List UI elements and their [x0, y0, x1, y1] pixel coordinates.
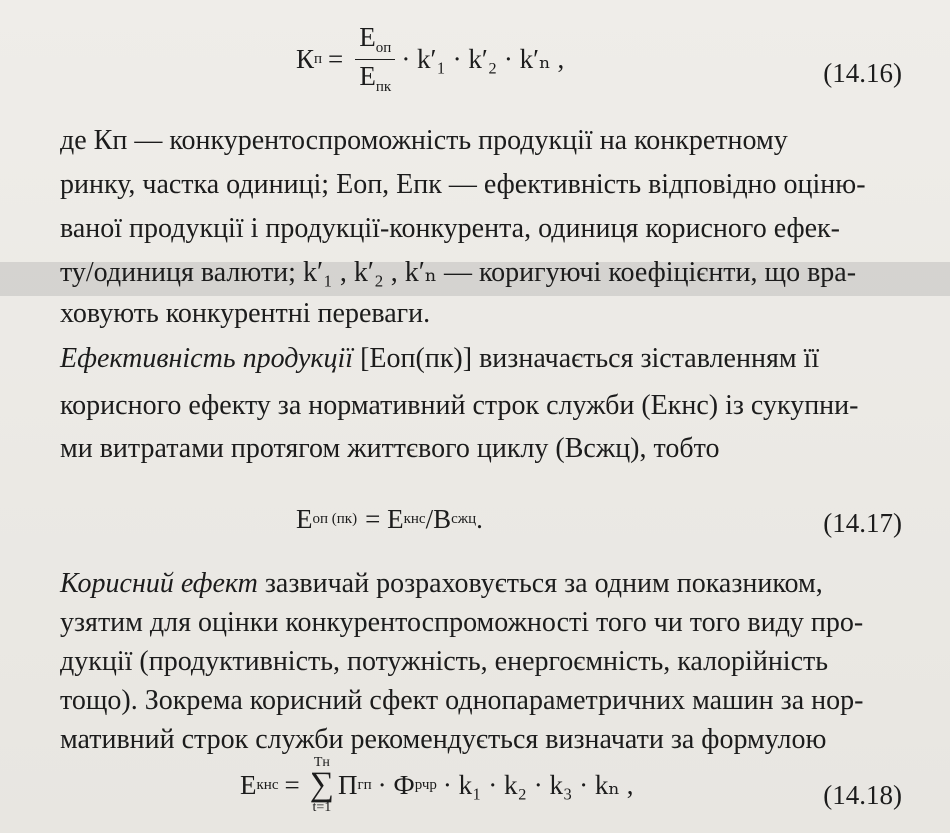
num-main: Е: [359, 22, 376, 52]
formula-mid: = Е: [365, 504, 404, 534]
formula-mid-sub: кнс: [403, 511, 426, 527]
text-line: корисного ефекту за нормативний строк служби (Екнс) із сукупни-: [60, 390, 859, 421]
text-span: [Еоп(пк)] визначається зіставленням її: [360, 343, 820, 374]
formula-factors: · k′₁ · k′₂ · k′ₙ ,: [401, 44, 565, 74]
term-2: · Ф: [377, 769, 415, 800]
paragraph-efficiency: [60, 340, 915, 467]
text-line: [60, 565, 915, 602]
formula-lhs: Е: [296, 504, 313, 534]
fraction-denominator: [355, 60, 395, 95]
num-sub: оп: [375, 40, 392, 56]
formula-14-17: [0, 502, 950, 542]
italic-term: Ефективність продукції: [60, 343, 354, 374]
text-line: ринку, частка одиниці; Еоп, Епк — ефективність відповідно оціню-: [60, 169, 866, 200]
formula-14-17-body: [296, 506, 483, 533]
sum-lower-limit: t=1: [312, 799, 332, 815]
formula-14-18-body: [240, 756, 634, 815]
equation-number: (14.16): [823, 58, 902, 88]
sum-upper-limit: Tн: [313, 755, 330, 770]
summation: [310, 756, 334, 815]
text-line: дукції (продуктивність, потужність, енергоємність, калорійність: [60, 646, 829, 677]
paragraph-definitions: [60, 122, 915, 332]
formula-14-16: [0, 18, 950, 95]
formula-lhs-sub: оп (пк): [312, 511, 358, 527]
text-line: ваної продукції і продукції-конкурента, одиниця корисного ефек-: [60, 213, 840, 244]
term-2-sub: рчр: [414, 776, 437, 793]
formula-factors: · k₁ · k₂ · k₃ · kₙ ,: [442, 769, 634, 800]
formula-14-18: [0, 748, 950, 828]
formula-lhs-sub: кнс: [256, 776, 279, 793]
formula-lhs-sub: п: [314, 51, 323, 67]
text-line: де Кп — конкурентоспроможність продукції на конкретному: [60, 125, 788, 156]
formula-lhs: Е: [240, 769, 257, 800]
fraction-numerator: [355, 24, 395, 60]
term-1-sub: гп: [357, 776, 372, 793]
text-line: узятим для оцінки конкурентоспроможності того чи того виду про-: [60, 607, 864, 638]
den-sub: пк: [375, 79, 392, 95]
fraction: [355, 24, 395, 95]
term-1: П: [337, 769, 358, 800]
text-line: ховують конкурентні переваги.: [60, 298, 431, 329]
formula-rhs-sub: сжц: [451, 511, 477, 527]
italic-term: Корисний ефект: [60, 568, 258, 599]
formula-lhs: К: [296, 44, 315, 74]
text-line: ми витратами протягом життєвого циклу (Всжц), тобто: [60, 433, 720, 464]
equals-sign: =: [284, 769, 300, 800]
formula-rhs: /В: [425, 504, 452, 534]
formula-14-16-body: [296, 24, 564, 95]
formula-end: .: [476, 504, 483, 534]
text-line: ту/одиниця валюти; k′₁ , k′₂ , k′ₙ — коригуючі коефіцієнти, що вра-: [60, 257, 857, 288]
text-line: мативний строк служби рекомендується визначати за формулою: [60, 724, 827, 755]
equals-sign: =: [328, 44, 344, 74]
sum-sign-icon: ∑: [309, 766, 334, 803]
text-span: зазвичай розраховується за одним показником,: [264, 568, 823, 599]
text-line: тощо). Зокрема корисний сфект однопараметричних машин за нор-: [60, 685, 864, 716]
paragraph-useful-effect: [60, 565, 915, 758]
equation-number: (14.18): [823, 780, 902, 810]
equation-number: (14.17): [823, 508, 902, 538]
den-main: Е: [359, 61, 376, 91]
text-line: [60, 340, 915, 377]
